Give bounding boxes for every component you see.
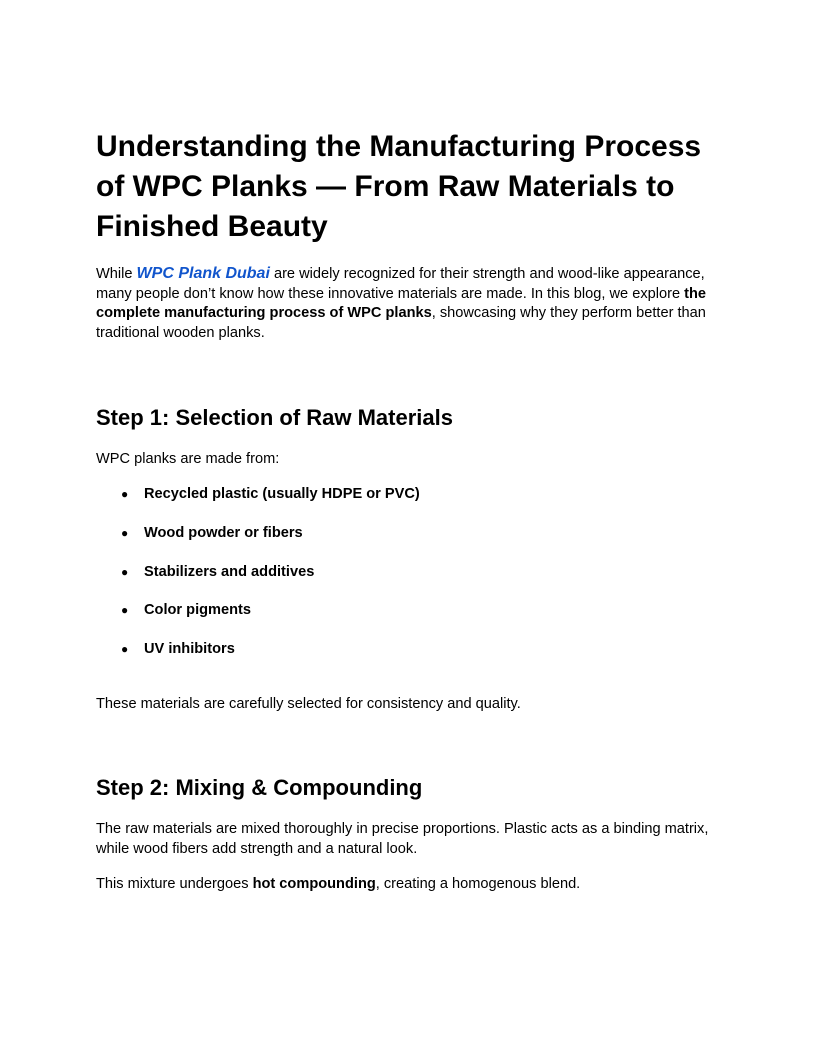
list-item [96, 484, 720, 523]
intro-bold-text: the complete manufacturing process of WPC planks [96, 285, 707, 321]
step1-heading: Step 1: Selection of Raw Materials [96, 405, 453, 430]
bullet-dot-icon: ● [121, 525, 129, 540]
list-item [96, 600, 720, 639]
list-item-text: Wood powder or fibers [144, 524, 303, 541]
intro-paragraph [96, 264, 720, 343]
list-item-text: Recycled plastic (usually HDPE or PVC) [144, 486, 420, 502]
bullet-dot-icon: ● [121, 603, 129, 618]
step2-text-end: , creating a homogenous blend. [375, 876, 581, 892]
list-item [96, 562, 720, 601]
list-item-text: Stabilizers and additives [144, 563, 315, 580]
bullet-dot-icon: ● [121, 642, 129, 657]
list-item [96, 523, 720, 562]
list-item [96, 639, 720, 678]
step2-paragraph-2 [96, 875, 720, 895]
step1-lead: WPC planks are made from: [96, 451, 280, 467]
bullet-dot-icon: ● [121, 564, 129, 579]
intro-text-start: While [96, 266, 137, 282]
bullet-dot-icon: ● [121, 487, 129, 501]
raw-materials-list [96, 484, 720, 678]
step1-closing: These materials are carefully selected for consistency and quality. [96, 696, 521, 712]
step2-bold-text: hot compounding [252, 876, 376, 892]
step2-text-start: This mixture undergoes [96, 876, 253, 892]
step2-paragraph-1: The raw materials are mixed thoroughly in precise proportions. Plastic acts as a binding matrix, while wood fibers add strength and a natural look. [96, 821, 709, 857]
wpc-plank-dubai-link[interactable]: WPC Plank Dubai [136, 265, 270, 282]
intro-text-end: , showcasing why they perform better than traditional wooden planks. [96, 305, 706, 341]
list-item-text: Color pigments [144, 602, 252, 619]
list-item-text: UV inhibitors [144, 641, 235, 658]
intro-text-middle: are widely recognized for their strength and wood-like appearance, many people don’t know how these innovative materials are made. In this blog, we explore [96, 266, 705, 302]
step2-heading: Step 2: Mixing & Compounding [96, 775, 423, 800]
document-title: Understanding the Manufacturing Process of WPC Planks — From Raw Materials to Finished Beauty [96, 130, 702, 243]
